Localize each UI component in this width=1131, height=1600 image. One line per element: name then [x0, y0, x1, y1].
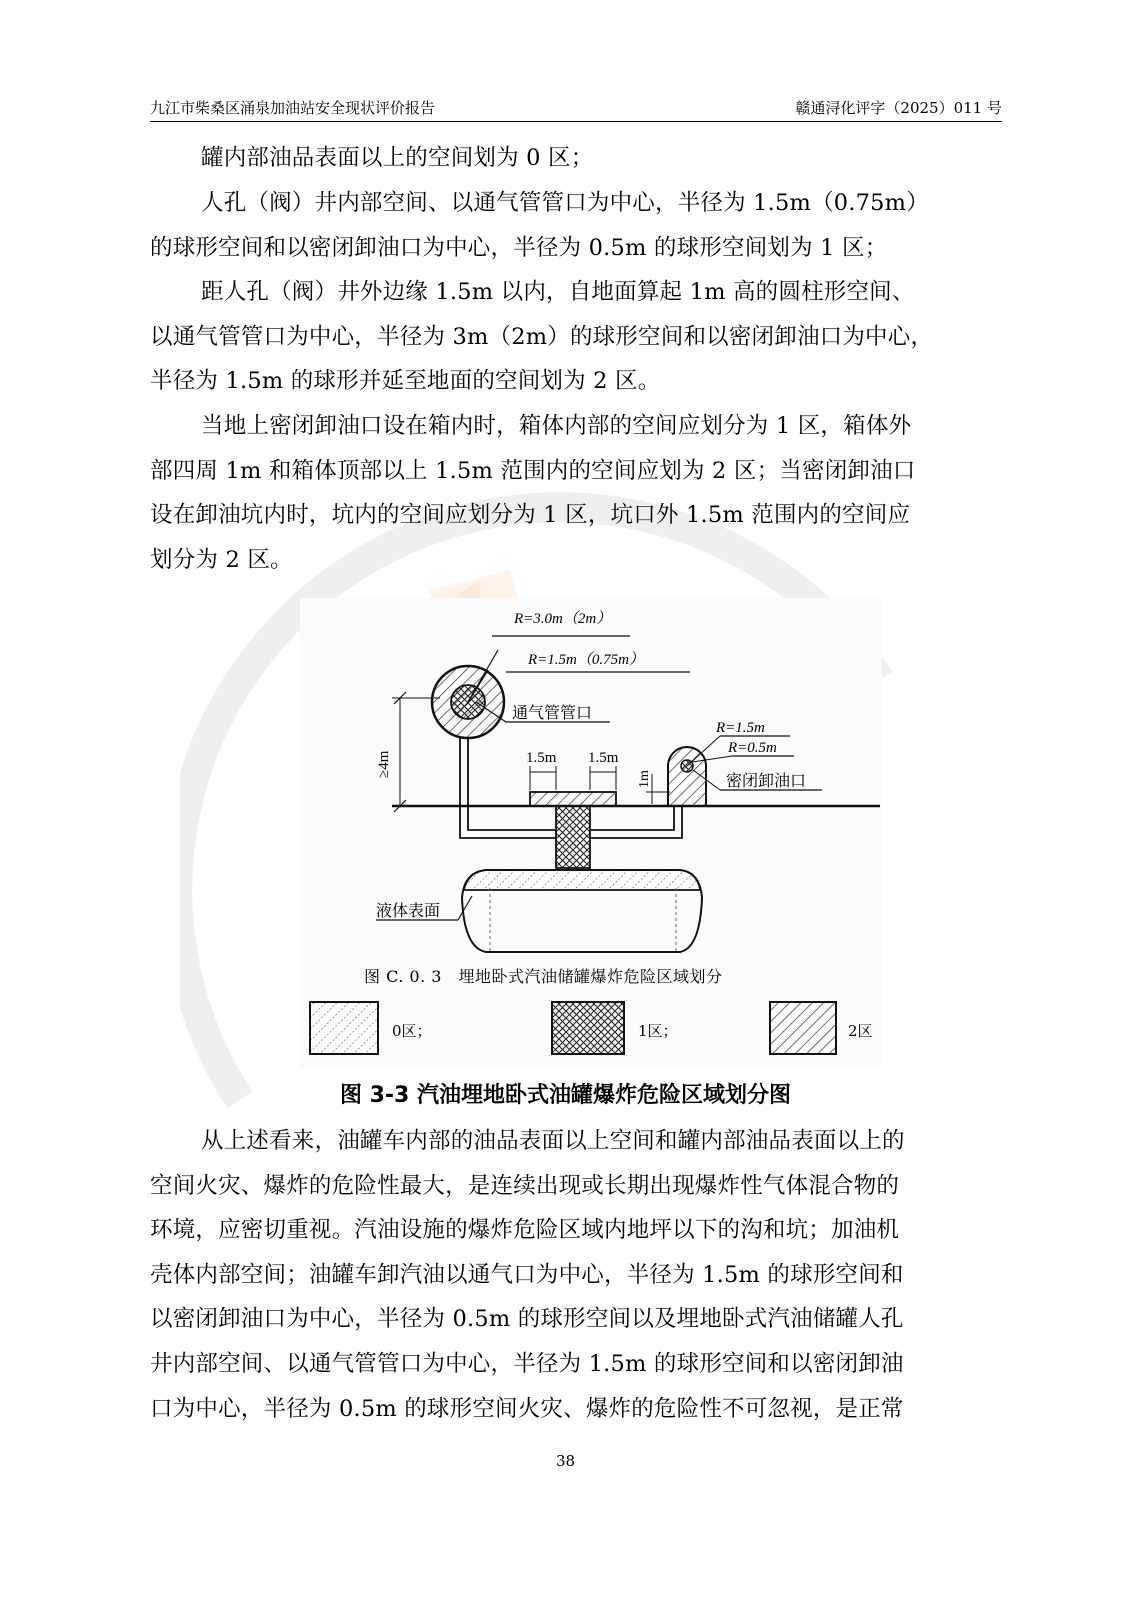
- svg-text:0区；: 0区；: [392, 1022, 432, 1040]
- label-height: ≥4m: [376, 750, 392, 778]
- svg-text:1区；: 1区；: [638, 1022, 678, 1040]
- label-r3: R=3.0m（2m）: [514, 611, 612, 627]
- paragraph-zone1: 人孔（阀）井内部空间、以通气管管口为中心，半径为 1.5m（0.75m） 的球形空间和以密闭卸油口为中心，半径为 0.5m 的球形空间划为 1 区；: [150, 190, 929, 261]
- hazard-zone-diagram: [300, 598, 882, 1068]
- label-liquid: 液体表面: [376, 901, 441, 920]
- paragraph-unloading: 当地上密闭卸油口设在箱内时，箱体内部的空间应划分为 1 区，箱体外 部四周 1m 和箱体顶部以上 1.5m 范围内的空间应划为 2 区；当密闭卸油口 设在卸油坑内时，坑内的空间应划分为 1 区，坑口外 1.5m 范围内的空间应 划分为 2 区。: [150, 413, 916, 573]
- label-unload: 密闭卸油口: [726, 771, 807, 790]
- svg-text:2区: 2区: [848, 1022, 873, 1040]
- page-header: [150, 97, 1002, 122]
- page-number: 38: [555, 1452, 576, 1470]
- label-1m: 1m: [637, 770, 652, 788]
- label-r15b: R=1.5m: [716, 720, 765, 736]
- label-vent: 通气管管口: [512, 703, 593, 722]
- label-r15: R=1.5m（0.75m）: [528, 652, 644, 668]
- paragraph-zone2: 距人孔（阀）井外边缘 1.5m 以内，自地面算起 1m 高的圆柱形空间、 以通气管管口为中心，半径为 3m（2m）的球形空间和以密闭卸油口为中心， 半径为 1.5m 的球形并延至地面的空间划为 2 区。: [150, 279, 934, 395]
- report-number: 赣通浔化评字（2025）011 号: [795, 99, 1002, 117]
- figure-inner-caption: 图 C. 0. 3 埋地卧式汽油储罐爆炸危险区域划分: [364, 967, 723, 986]
- label-r05: R=0.5m: [728, 740, 777, 756]
- storage-tank: [462, 870, 702, 952]
- figure-caption: 图 3-3 汽油埋地卧式油罐爆炸危险区域划分图: [339, 1083, 792, 1108]
- paragraph-zone0: 罐内部油品表面以上的空间划为 0 区；: [201, 145, 594, 171]
- report-title: 九江市柴桑区涌泉加油站安全现状评价报告: [150, 99, 436, 117]
- label-dim-left: 1.5m: [526, 750, 557, 766]
- label-dim-right: 1.5m: [588, 750, 619, 766]
- paragraph-conclusion: 从上述看来，油罐车内部的油品表面以上空间和罐内部油品表面以上的 空间火灾、爆炸的危险性最大，是连续出现或长期出现爆炸性气体混合物的 环境，应密切重视。汽油设施的爆炸危险区域内地坪以下的沟和坑；加油机 壳体内部空间；油罐车卸汽油以通气口为中心，半径为 1.5m 的球形空间和 以密闭卸油口为中心，半径为 0.5m 的球形空间以及埋地卧式汽油储罐人孔 井内部空间、以通气管管口为中心，半径为 1.5m 的球形空间和以密闭卸油 口为中心，半径为 0.5m 的球形空间火灾、爆炸的危险性不可忽视，是正常: [150, 1128, 905, 1422]
